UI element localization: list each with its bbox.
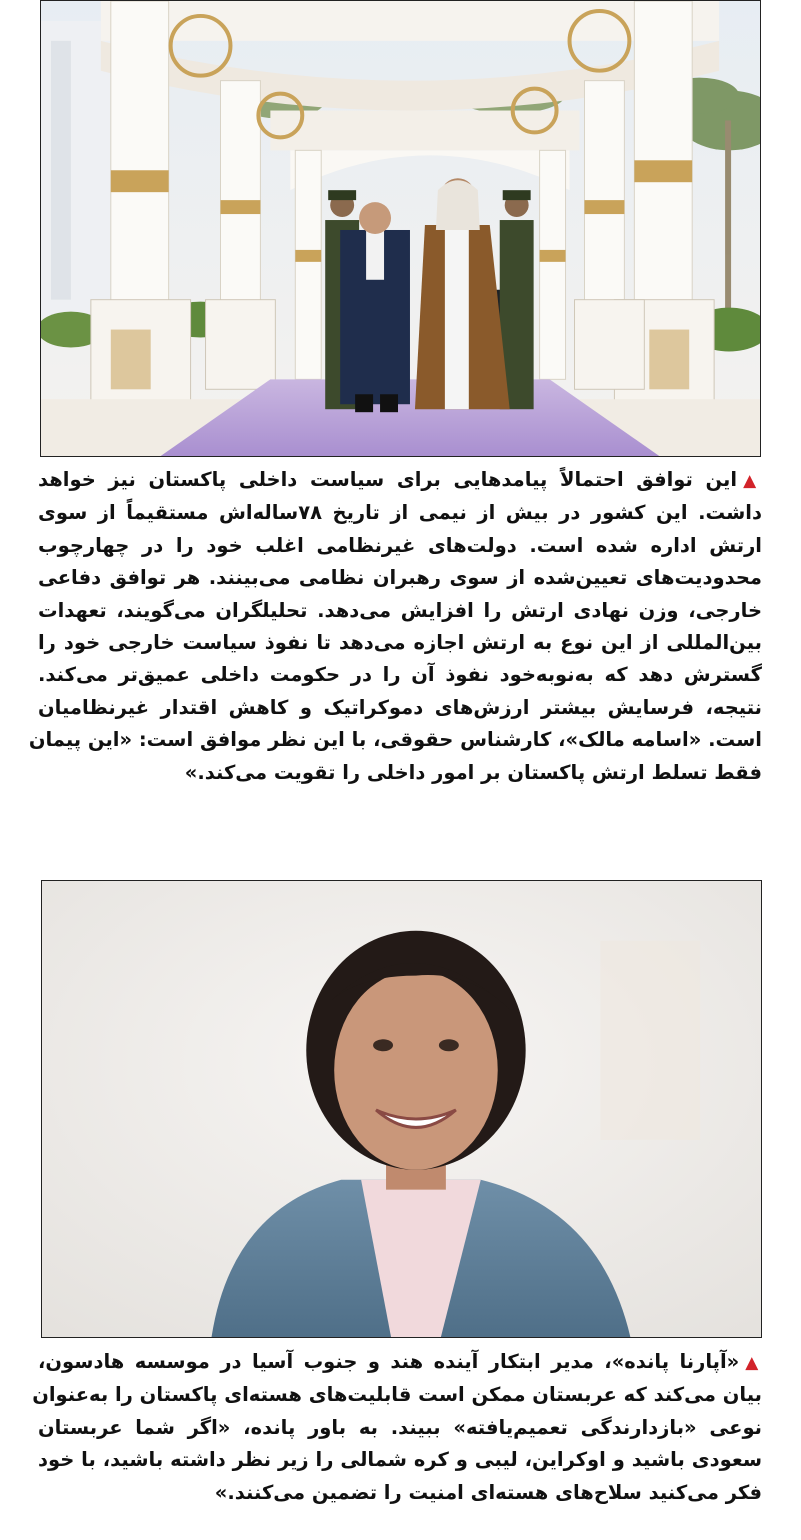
ceremony-photo-illustration [41, 1, 760, 456]
caption-line: است. «اسامه مالک»، کارشناس حقوقی، با این نظر موافق است: «این پیمان [28, 728, 762, 752]
portrait-photo-illustration [42, 881, 761, 1337]
caption-portrait [32, 1346, 763, 1509]
triangle-marker-icon: ▲ [745, 1353, 763, 1373]
caption-line: ارتش اداره شده است. دولت‌های غیرنظامی اغلب خود را در چهارچوب [38, 533, 762, 557]
ceremony-photo [40, 0, 761, 457]
caption-line: گسترش دهد که به‌نوبه‌خود نفوذ آن را در حکومت داخلی عمیق‌تر می‌کند. [38, 663, 762, 687]
caption-line: ▲«آپارنا پانده»، مدیر ابتکار آینده هند و جنوب آسیا در موسسه هادسون، [38, 1350, 763, 1373]
caption-line: فکر می‌کنید سلاح‌های هسته‌ای امنیت را تضمین می‌کنند.» [214, 1480, 762, 1504]
caption-line: بین‌المللی از این نوع به ارتش اجازه می‌دهد تا نفوذ سیاست خارجی خود را [38, 631, 762, 655]
caption-line: نوعی «بازدارندگی تعمیم‌یافته» ببیند. به باور پانده، «اگر شما عربستان [38, 1415, 762, 1439]
caption-line: بیان می‌کند که عربستان ممکن است قابلیت‌های هسته‌ای پاکستان را به‌عنوان [32, 1383, 762, 1407]
triangle-marker-icon: ▲ [743, 471, 762, 491]
caption-line: سعودی باشید و اوکراین، لیبی و کره شمالی را زیر نظر داشته باشید، با خود [38, 1448, 762, 1472]
caption-line: محدودیت‌های تعیین‌شده از سوی رهبران نظامی می‌بینند. هر توافق دفاعی [38, 566, 762, 590]
caption-line: داشت. این کشور در بیش از نیمی از تاریخ ۷۸ساله‌اش مستقیماً از سوی [38, 501, 762, 525]
caption-line: خارجی، وزن نهادی ارتش را افزایش می‌دهد. تحلیلگران می‌گویند، تعهدات [38, 598, 762, 622]
caption-line: ▲این توافق احتمالاً پیامدهایی برای سیاست داخلی پاکستان نیز خواهد [38, 468, 762, 491]
portrait-photo [41, 880, 762, 1338]
caption-line: فقط تسلط ارتش پاکستان بر امور داخلی را تقویت می‌کند.» [184, 760, 762, 784]
caption-line: نتیجه، فرسایش بیشتر ارزش‌های دموکراتیک و کاهش اقتدار غیرنظامیان [38, 695, 762, 719]
caption-ceremony [28, 464, 762, 789]
